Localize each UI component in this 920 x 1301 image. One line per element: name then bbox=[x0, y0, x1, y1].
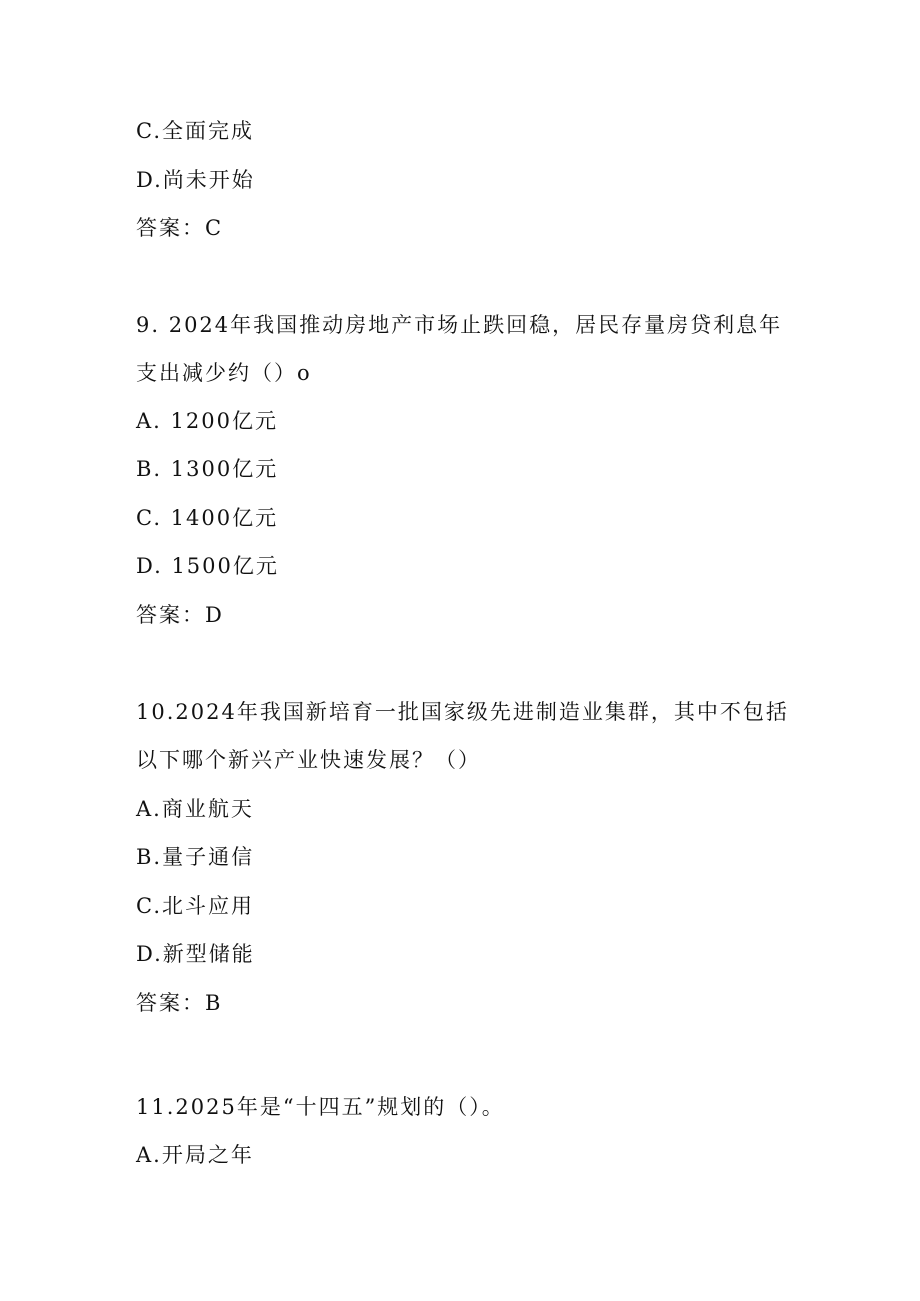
q10-option-d: D.新型储能 bbox=[136, 942, 255, 966]
q9-option-d: D. 1500亿元 bbox=[136, 554, 279, 578]
q9-option-b: B. 1300亿元 bbox=[136, 457, 279, 481]
q11-stem-line1: 11.2025年是“十四五”规划的（）。 bbox=[136, 1095, 505, 1119]
q8-answer: 答案：C bbox=[136, 216, 224, 240]
q9-option-a: A. 1200亿元 bbox=[136, 409, 278, 433]
q10-option-a: A.商业航天 bbox=[136, 797, 254, 821]
q9-answer: 答案：D bbox=[136, 603, 224, 627]
q9-option-c: C. 1400亿元 bbox=[136, 506, 279, 530]
q8-option-c: C.全面完成 bbox=[136, 119, 254, 143]
q10-stem-line2: 以下哪个新兴产业快速发展？（） bbox=[136, 748, 481, 772]
q10-answer: 答案：B bbox=[136, 991, 223, 1015]
q10-option-c: C.北斗应用 bbox=[136, 894, 254, 918]
q8-option-d: D.尚未开始 bbox=[136, 168, 255, 192]
q9-stem-line1: 9. 2024年我国推动房地产市场止跌回稳，居民存量房贷利息年 bbox=[136, 313, 783, 337]
q10-stem-line1: 10.2024年我国新培育一批国家级先进制造业集群，其中不包括 bbox=[136, 700, 789, 724]
q10-option-b: B.量子通信 bbox=[136, 845, 255, 869]
q9-stem-line2: 支出减少约（）o bbox=[136, 361, 312, 385]
q11-option-a: A.开局之年 bbox=[136, 1143, 254, 1167]
